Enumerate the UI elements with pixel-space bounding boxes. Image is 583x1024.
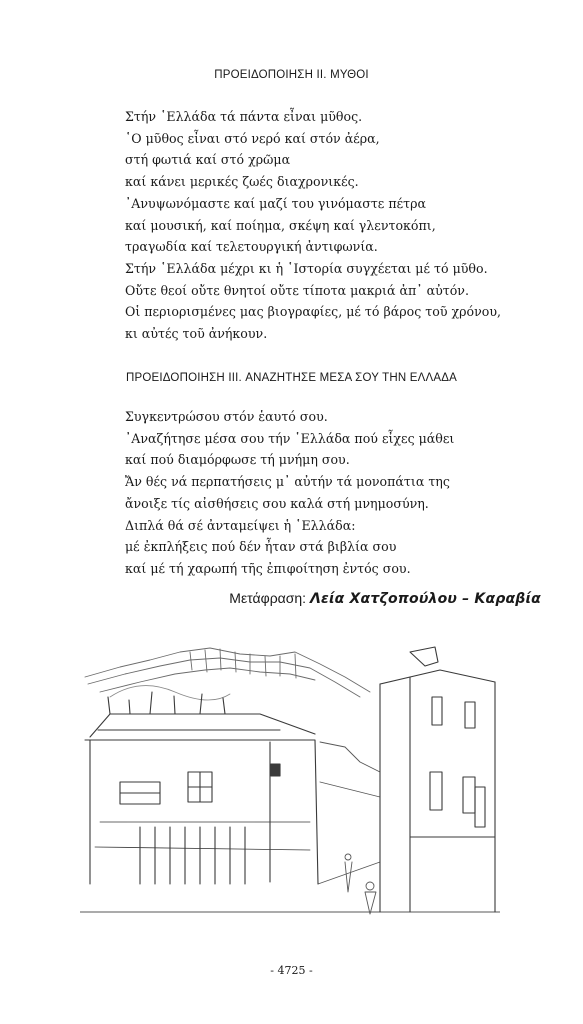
poem-line: κι αὐτές τοῦ ἀνήκουν. — [125, 326, 268, 342]
left-house — [85, 686, 318, 884]
page-number: - 4725 - — [270, 964, 313, 977]
poem-line: καί πού διαμόρφωσε τή μνήμη σου. — [125, 452, 350, 468]
poem-line: ῾Ο μῦθος εἶναι στό νερό καί στόν ἀέρα, — [125, 130, 380, 146]
poem-line: μέ ἐκπλήξεις πού δέν ἦταν στά βιβλία σου — [125, 539, 397, 555]
poem-line: Οἱ περιορισμένες μας βιογραφίες, μέ τό βάρος τοῦ χρόνου, — [125, 304, 502, 320]
poem-line: στή φωτιά καί στό χρῶμα — [125, 152, 291, 168]
pencil-sketch-illustration — [80, 622, 500, 922]
poem-line: καί κάνει μερικές ζωές διαχρονικές. — [125, 174, 359, 190]
poem-line: Οὔτε θεοί οὔτε θνητοί οὔτε τίποτα μακριά ἀπ᾿ αὐτόν. — [125, 282, 469, 298]
street-scene — [80, 742, 500, 914]
translation-credit — [229, 590, 541, 607]
poem-line: Στήν ῾Ελλάδα τά πάντα εἶναι μῦθος. — [125, 109, 363, 124]
poem-line: καί μουσική, καί ποίημα, σκέψη καί γλεντοκόπι, — [125, 217, 436, 233]
poem-line: ᾿Ανυψωνόμαστε καί μαζί του γινόμαστε πέτρα — [125, 195, 427, 211]
poem-section-3 — [125, 406, 454, 580]
sketch-lantern — [271, 764, 280, 776]
poem-line: καί μέ τή χαρωπή τῆς ἐπιφοίτηση ἐντός σου. — [125, 560, 411, 576]
poem-line: ἄνοιξε τίς αἰσθήσεις σου καλά στή μνημοσύνη. — [125, 495, 429, 511]
section-3-title: ΠΡΟΕΙΔΟΠΟΙΗΣΗ III. ΑΝΑΖΗΤΗΣΕ ΜΕΣΑ ΣΟΥ ΤΗΝ ΕΛΛΑΔΑ — [126, 372, 457, 384]
poem-line: Στήν ῾Ελλάδα μέχρι κι ἡ ῾Ιστορία συγχέεται μέ τό μῦθο. — [125, 260, 488, 276]
poem-line: Συγκεντρώσου στόν ἑαυτό σου. — [125, 409, 328, 424]
poem-line: ᾿Αναζήτησε μέσα σου τήν ῾Ελλάδα πού εἶχες μάθει — [125, 430, 455, 446]
translator-name: Λεία Χατζοπούλου – Καραβία — [309, 591, 541, 607]
right-tall-house — [380, 647, 495, 912]
hillside-scribble — [85, 648, 370, 697]
section-2-title: ΠΡΟΕΙΔΟΠΟΙΗΣΗ II. ΜΥΘΟΙ — [214, 69, 369, 81]
translation-label: Μετάφραση: — [229, 590, 307, 606]
poem-section-2 — [125, 106, 501, 345]
poem-line: Διπλά θά σέ ἀνταμείψει ἡ ῾Ελλάδα: — [125, 517, 356, 533]
poem-line: Ἄν θές νά περπατήσεις μ᾿ αὐτήν τά μονοπάτια της — [125, 474, 450, 490]
poem-line: τραγωδία καί τελετουργική ἀντιφωνία. — [125, 239, 378, 255]
